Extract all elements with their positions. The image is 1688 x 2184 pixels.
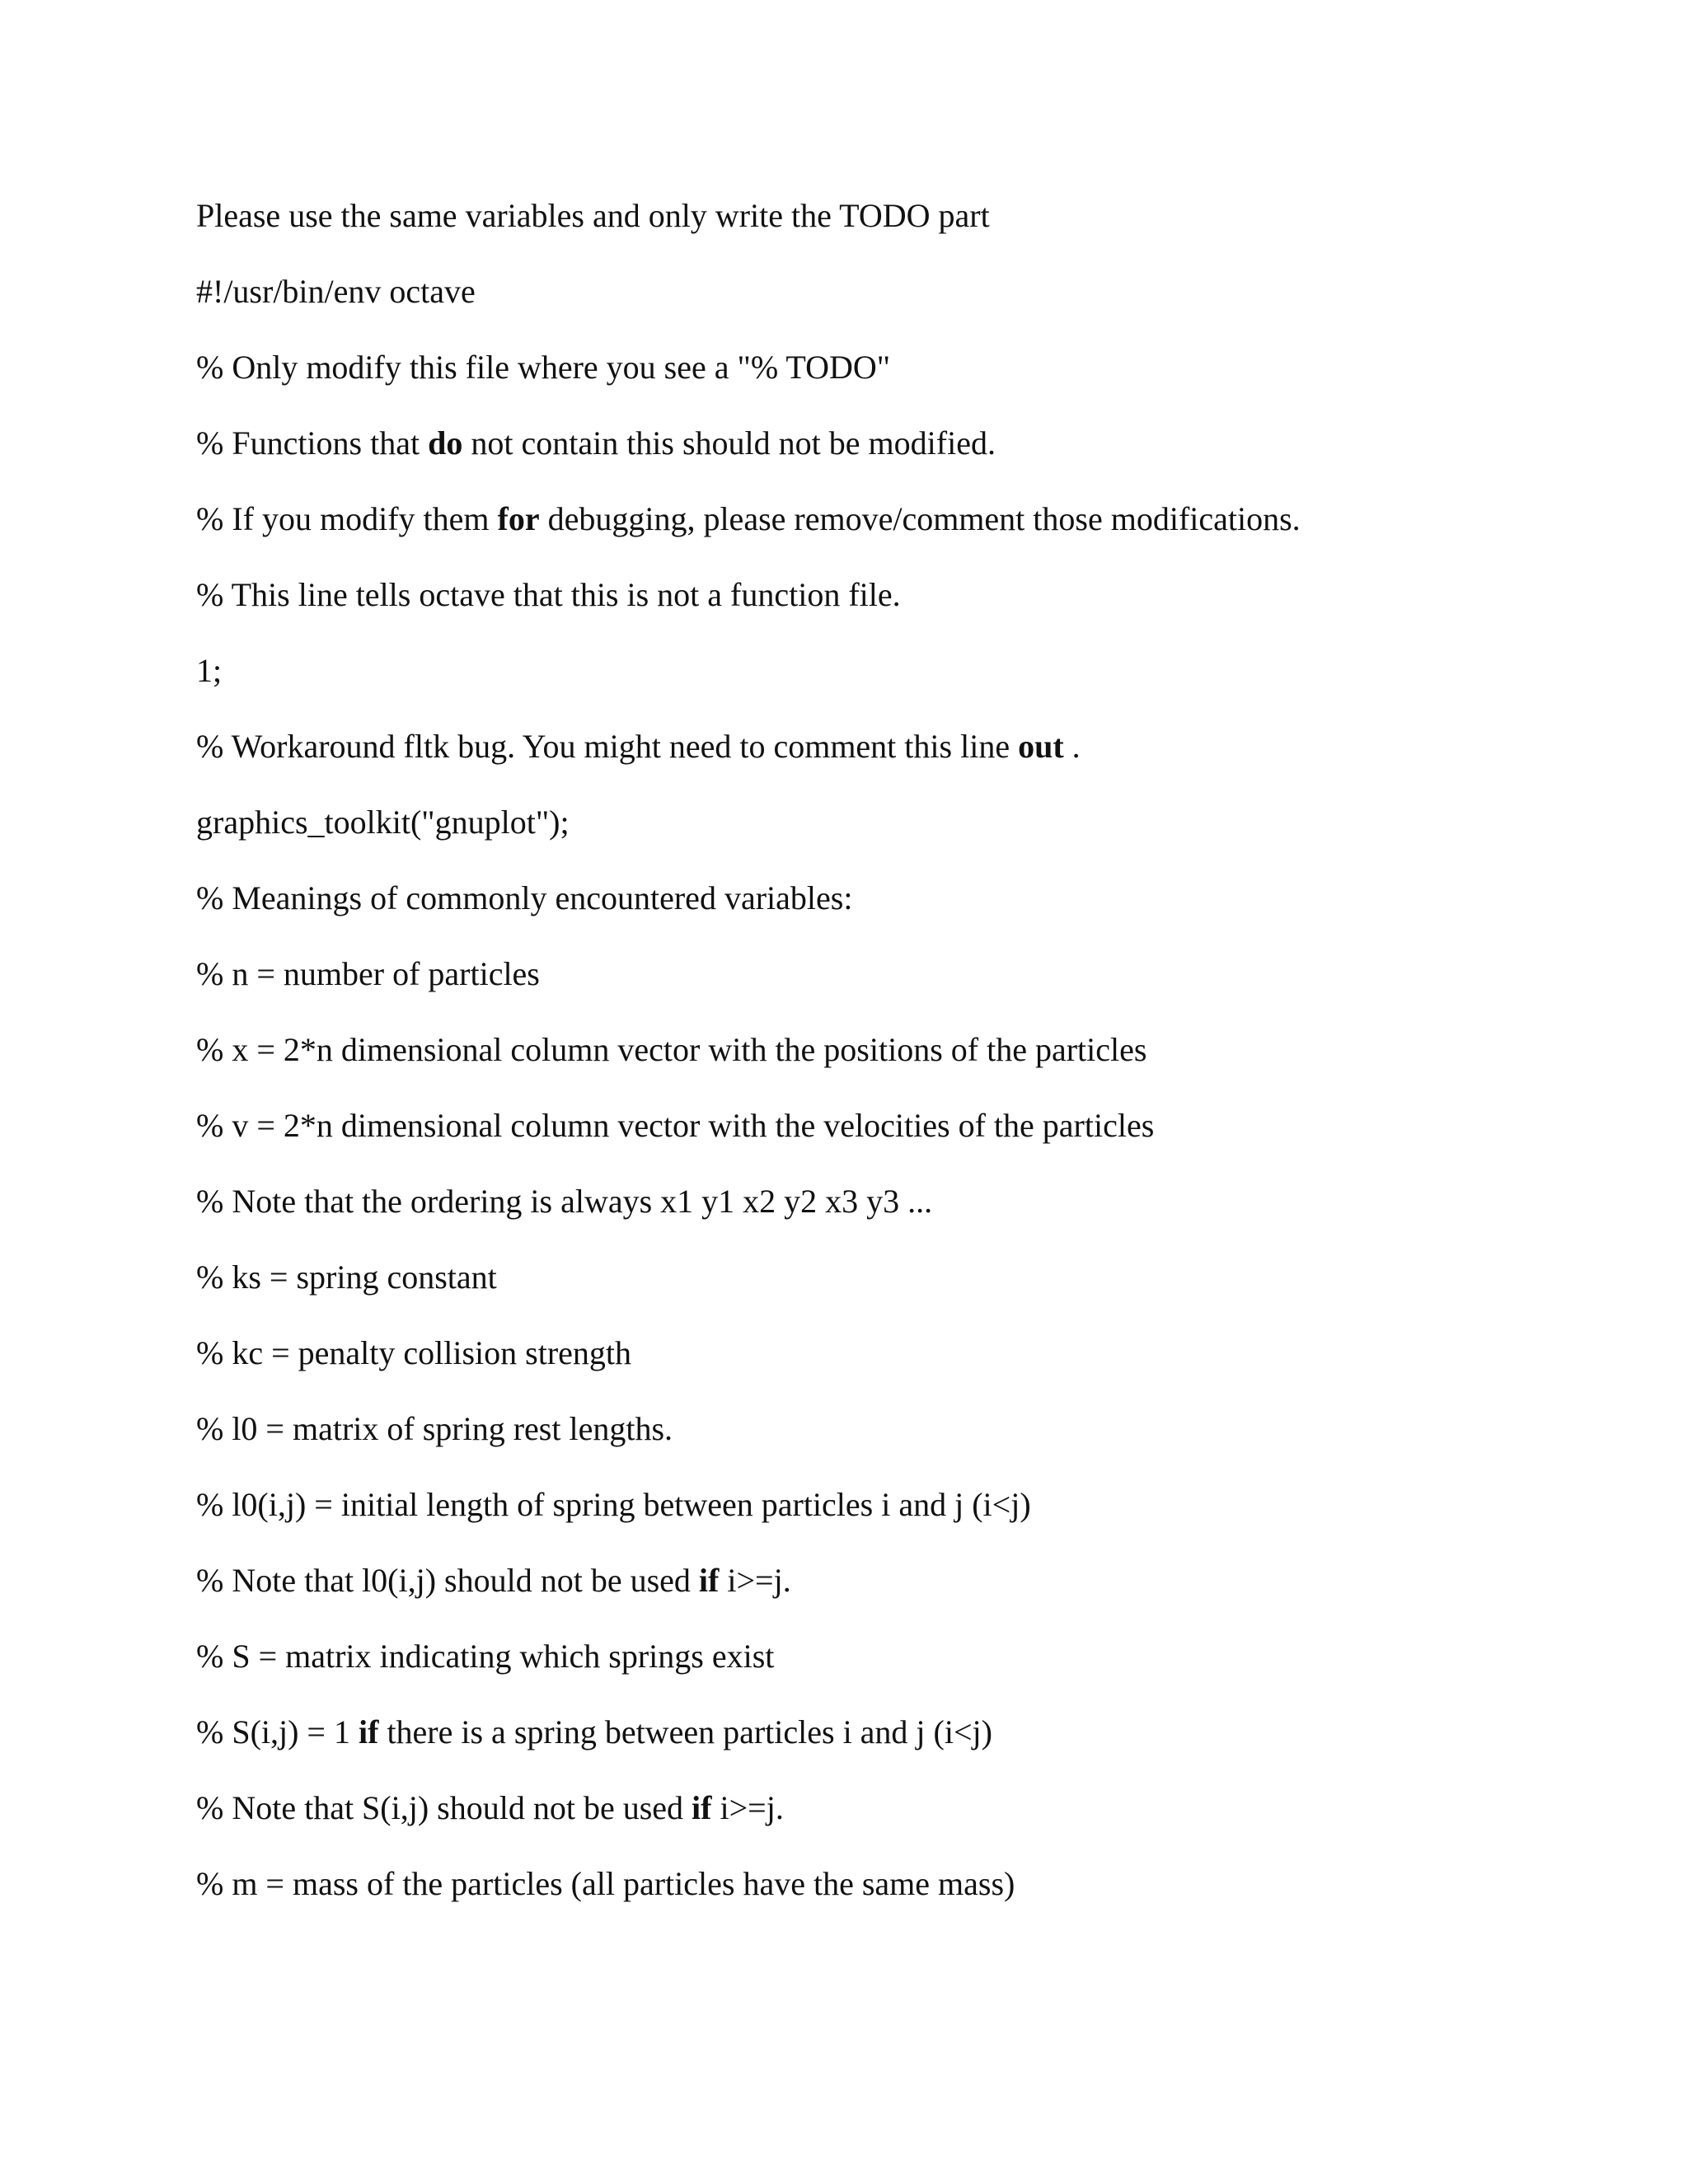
- text-line: % If you modify them for debugging, please remove/comment those modifications.: [196, 500, 1301, 537]
- text-line: % S(i,j) = 1 if there is a spring between particles i and j (i<j): [196, 1713, 992, 1750]
- text-line: % v = 2*n dimensional column vector with the velocities of the particles: [196, 1107, 1155, 1144]
- text-line: % l0 = matrix of spring rest lengths.: [196, 1410, 673, 1447]
- text-line: % l0(i,j) = initial length of spring between particles i and j (i<j): [196, 1486, 1031, 1523]
- text-line: graphics_toolkit("gnuplot");: [196, 804, 570, 841]
- text-line: % Meanings of commonly encountered variables:: [196, 879, 853, 916]
- text-line: % ks = spring constant: [196, 1258, 497, 1296]
- text-line: % Note that l0(i,j) should not be used if i>=j.: [196, 1562, 791, 1599]
- text-line: #!/usr/bin/env octave: [196, 273, 476, 310]
- text-line: % n = number of particles: [196, 955, 540, 992]
- text-line: % S = matrix indicating which springs exist: [196, 1638, 775, 1675]
- text-line: % Workaround fltk bug. You might need to comment this line out .: [196, 728, 1081, 765]
- text-line: 1;: [196, 652, 223, 689]
- text-line: % kc = penalty collision strength: [196, 1334, 632, 1371]
- text-line: % x = 2*n dimensional column vector with the positions of the particles: [196, 1031, 1147, 1068]
- text-line: % Note that S(i,j) should not be used if i>=j.: [196, 1789, 784, 1826]
- text-line: % Note that the ordering is always x1 y1 x2 y2 x3 y3 ...: [196, 1183, 933, 1220]
- text-line: % Functions that do not contain this should not be modified.: [196, 424, 996, 462]
- text-line: % Only modify this file where you see a "% TODO": [196, 349, 891, 386]
- text-line: Please use the same variables and only write the TODO part: [196, 197, 990, 234]
- text-line: % This line tells octave that this is not a function file.: [196, 576, 901, 613]
- text-line: % m = mass of the particles (all particles have the same mass): [196, 1865, 1015, 1902]
